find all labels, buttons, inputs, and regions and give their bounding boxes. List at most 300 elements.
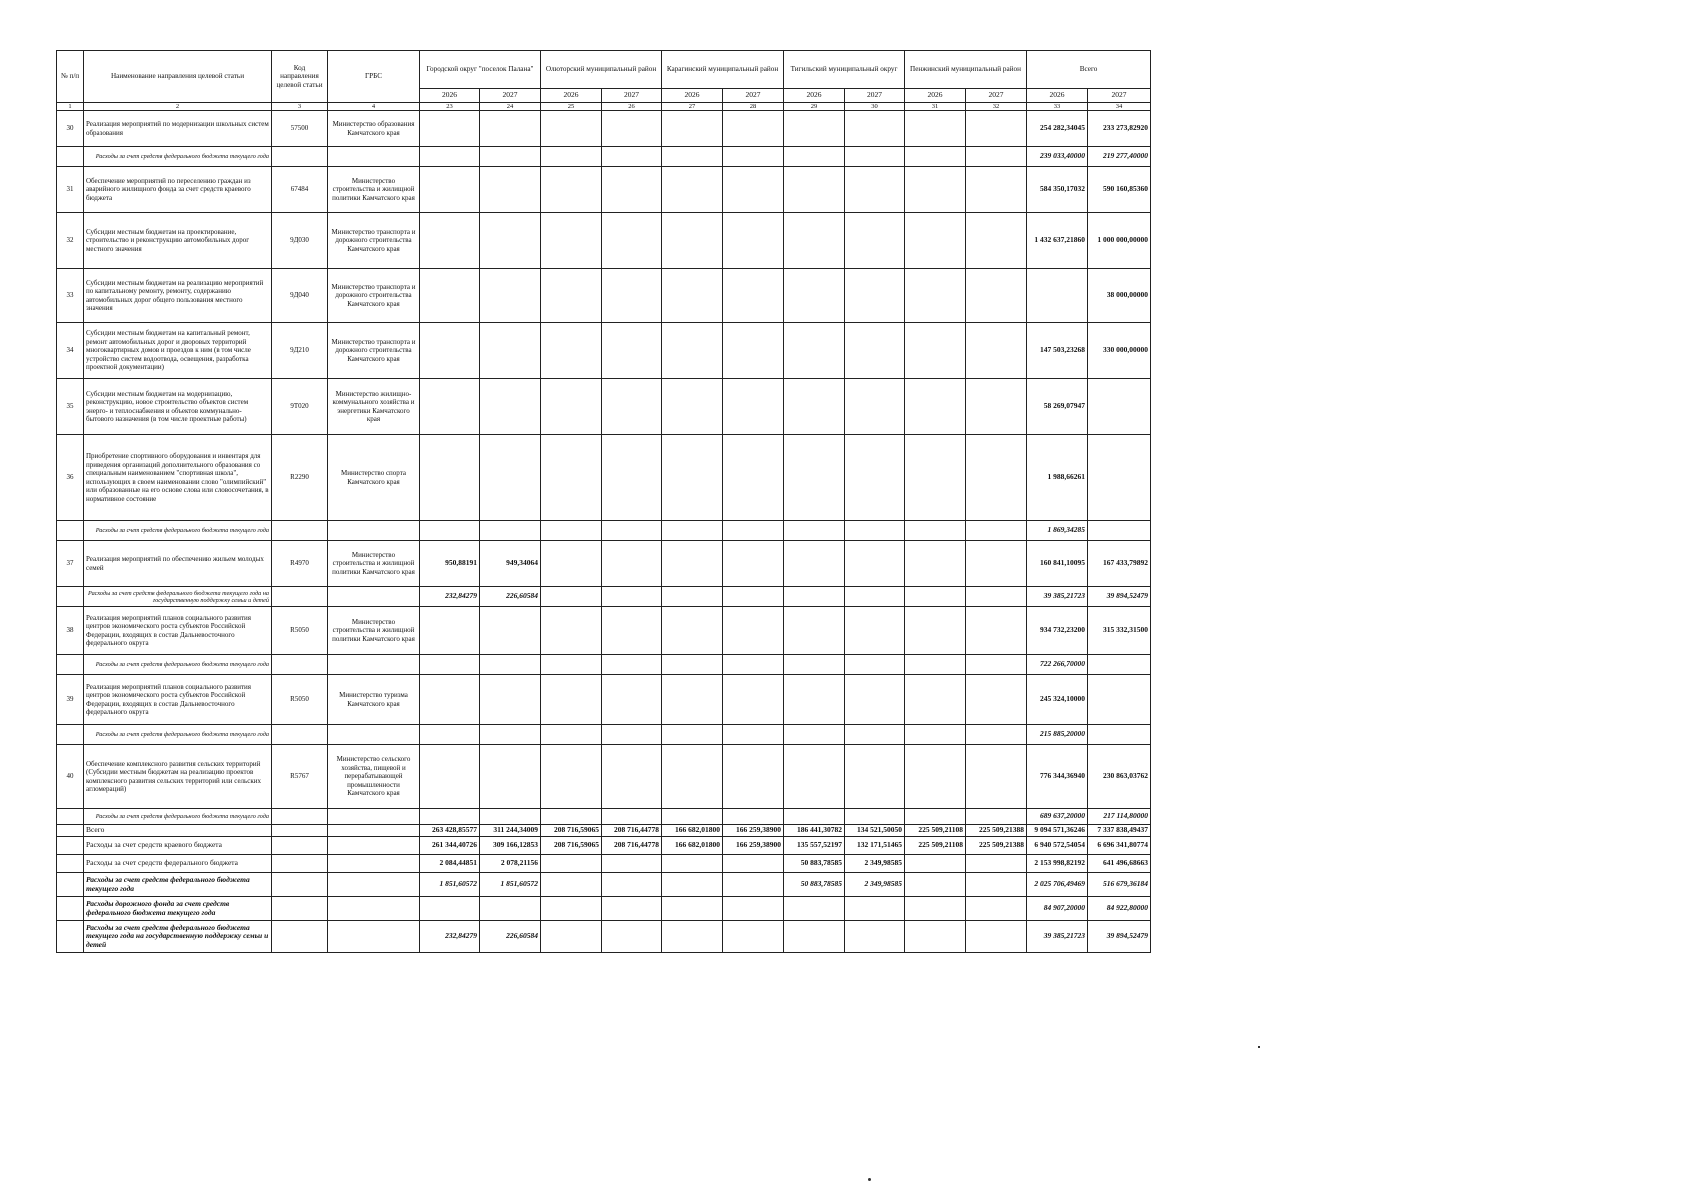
row-number	[57, 855, 84, 873]
row-name: Расходы за счет средств федерального бюджета текущего года на государственную поддержку семьи и детей	[84, 921, 272, 953]
row-name: Субсидии местным бюджетам на реализацию мероприятий по капитальному ремонту, ремонту, содержанию автомобильных дорог общего пользования местного значения	[84, 269, 272, 323]
value-cell	[480, 379, 541, 435]
value-cell: 230 863,03762	[1088, 745, 1151, 809]
value-cell: 584 350,17032	[1027, 167, 1088, 213]
value-cell	[784, 269, 845, 323]
value-cell	[905, 855, 966, 873]
row-number: 39	[57, 675, 84, 725]
value-cell	[662, 379, 723, 435]
value-cell	[420, 655, 480, 675]
row-number: 30	[57, 111, 84, 147]
value-cell	[420, 745, 480, 809]
value-cell	[602, 655, 662, 675]
value-cell	[845, 607, 905, 655]
value-cell: 166 682,01800	[662, 837, 723, 855]
col-code-header: Код направления целевой статьи	[272, 51, 328, 103]
value-cell: 641 496,68663	[1088, 855, 1151, 873]
value-cell: 1 988,66261	[1027, 435, 1088, 521]
row-code: 57500	[272, 111, 328, 147]
year-header: 2026	[905, 89, 966, 103]
value-cell	[602, 745, 662, 809]
value-cell	[602, 323, 662, 379]
value-cell: 38 000,00000	[1088, 269, 1151, 323]
value-cell: 949,34064	[480, 541, 541, 587]
value-cell	[784, 921, 845, 953]
year-header: 2026	[784, 89, 845, 103]
row-grbs: Министерство транспорта и дорожного строительства Камчатского края	[328, 323, 420, 379]
value-cell	[845, 111, 905, 147]
row-grbs	[328, 655, 420, 675]
row-number: 40	[57, 745, 84, 809]
value-cell: 39 894,52479	[1088, 921, 1151, 953]
value-cell	[905, 147, 966, 167]
row-code	[272, 521, 328, 541]
value-cell	[480, 655, 541, 675]
value-cell	[905, 675, 966, 725]
value-cell	[905, 809, 966, 825]
value-cell	[966, 379, 1027, 435]
total-row	[57, 837, 1151, 855]
value-cell	[602, 587, 662, 607]
column-index: 34	[1088, 103, 1151, 111]
row-grbs: Министерство строительства и жилищной политики Камчатского края	[328, 167, 420, 213]
table-row	[57, 675, 1151, 725]
value-cell: 9 094 571,36246	[1027, 825, 1088, 837]
value-cell	[420, 111, 480, 147]
year-header: 2027	[480, 89, 541, 103]
value-cell	[602, 607, 662, 655]
value-cell	[541, 855, 602, 873]
value-cell	[784, 675, 845, 725]
value-cell: 245 324,10000	[1027, 675, 1088, 725]
column-index: 31	[905, 103, 966, 111]
value-cell	[723, 675, 784, 725]
value-cell: 39 385,21723	[1027, 921, 1088, 953]
row-name: Реализация мероприятий по обеспечению жильем молодых семей	[84, 541, 272, 587]
value-cell	[723, 147, 784, 167]
row-code	[272, 837, 328, 855]
value-cell	[1088, 521, 1151, 541]
row-number: 38	[57, 607, 84, 655]
row-name: Расходы за счет средств федерального бюджета текущего года	[84, 655, 272, 675]
value-cell	[480, 269, 541, 323]
row-code: 67484	[272, 167, 328, 213]
value-cell	[905, 213, 966, 269]
value-cell: 225 509,21388	[966, 837, 1027, 855]
row-code	[272, 809, 328, 825]
row-grbs	[328, 921, 420, 953]
value-cell	[966, 213, 1027, 269]
value-cell: 147 503,23268	[1027, 323, 1088, 379]
subtotal-row	[57, 725, 1151, 745]
value-cell	[966, 897, 1027, 921]
row-number	[57, 809, 84, 825]
value-cell	[602, 725, 662, 745]
value-cell	[784, 111, 845, 147]
column-index: 33	[1027, 103, 1088, 111]
value-cell	[966, 435, 1027, 521]
row-code: R5767	[272, 745, 328, 809]
value-cell	[966, 269, 1027, 323]
value-cell: 232,84279	[420, 587, 480, 607]
value-cell	[784, 213, 845, 269]
value-cell	[784, 521, 845, 541]
value-cell: 226,60584	[480, 921, 541, 953]
row-code	[272, 147, 328, 167]
value-cell	[541, 167, 602, 213]
value-cell: 208 716,59065	[541, 837, 602, 855]
table-row	[57, 541, 1151, 587]
value-cell	[845, 587, 905, 607]
value-cell	[784, 587, 845, 607]
value-cell	[541, 607, 602, 655]
row-grbs	[328, 587, 420, 607]
row-number: 31	[57, 167, 84, 213]
value-cell	[662, 921, 723, 953]
value-cell	[662, 607, 723, 655]
year-header: 2027	[1088, 89, 1151, 103]
value-cell	[541, 725, 602, 745]
value-cell	[602, 213, 662, 269]
row-code: 9Д030	[272, 213, 328, 269]
value-cell: 1 851,60572	[480, 873, 541, 897]
value-cell	[784, 435, 845, 521]
value-cell: 330 000,00000	[1088, 323, 1151, 379]
value-cell: 233 273,82920	[1088, 111, 1151, 147]
value-cell: 226,60584	[480, 587, 541, 607]
row-code	[272, 825, 328, 837]
column-index: 25	[541, 103, 602, 111]
value-cell: 225 509,21108	[905, 825, 966, 837]
value-cell	[723, 855, 784, 873]
value-cell	[662, 521, 723, 541]
value-cell	[784, 323, 845, 379]
value-cell	[420, 607, 480, 655]
value-cell	[723, 587, 784, 607]
row-code: 9Д040	[272, 269, 328, 323]
row-number	[57, 873, 84, 897]
value-cell	[662, 435, 723, 521]
value-cell	[420, 147, 480, 167]
value-cell	[905, 655, 966, 675]
value-cell: 166 259,38900	[723, 825, 784, 837]
year-header: 2026	[662, 89, 723, 103]
row-grbs	[328, 521, 420, 541]
value-cell: 776 344,36940	[1027, 745, 1088, 809]
value-cell	[480, 607, 541, 655]
row-number	[57, 587, 84, 607]
value-cell	[602, 541, 662, 587]
value-cell: 208 716,44778	[602, 837, 662, 855]
value-cell	[662, 655, 723, 675]
total-header: Всего	[1027, 51, 1151, 89]
value-cell	[602, 147, 662, 167]
value-cell	[420, 809, 480, 825]
value-cell	[602, 167, 662, 213]
row-grbs: Министерство сельского хозяйства, пищевой и перерабатывающей промышленности Камчатского края	[328, 745, 420, 809]
value-cell	[845, 167, 905, 213]
value-cell	[845, 655, 905, 675]
value-cell	[966, 147, 1027, 167]
value-cell	[784, 655, 845, 675]
value-cell	[602, 675, 662, 725]
value-cell	[662, 111, 723, 147]
value-cell	[905, 873, 966, 897]
value-cell	[480, 147, 541, 167]
value-cell: 6 696 341,80774	[1088, 837, 1151, 855]
value-cell	[602, 873, 662, 897]
row-grbs	[328, 873, 420, 897]
col-num-header: № п/п	[57, 51, 84, 103]
value-cell	[662, 541, 723, 587]
row-grbs: Министерство транспорта и дорожного строительства Камчатского края	[328, 269, 420, 323]
value-cell	[784, 541, 845, 587]
value-cell	[662, 745, 723, 809]
value-cell: 232,84279	[420, 921, 480, 953]
row-grbs	[328, 837, 420, 855]
value-cell	[784, 725, 845, 745]
value-cell	[541, 541, 602, 587]
value-cell	[845, 521, 905, 541]
value-cell: 225 509,21388	[966, 825, 1027, 837]
value-cell	[602, 521, 662, 541]
row-name: Расходы за счет средств краевого бюджета	[84, 837, 272, 855]
value-cell: 2 084,44851	[420, 855, 480, 873]
row-code	[272, 921, 328, 953]
column-index: 4	[328, 103, 420, 111]
table-row	[57, 435, 1151, 521]
value-cell	[541, 921, 602, 953]
row-grbs: Министерство образования Камчатского края	[328, 111, 420, 147]
value-cell: 263 428,85577	[420, 825, 480, 837]
value-cell: 950,88191	[420, 541, 480, 587]
row-code: R2290	[272, 435, 328, 521]
column-index: 23	[420, 103, 480, 111]
value-cell	[541, 587, 602, 607]
value-cell	[1088, 675, 1151, 725]
value-cell	[905, 111, 966, 147]
value-cell	[420, 435, 480, 521]
value-cell	[541, 435, 602, 521]
value-cell	[420, 379, 480, 435]
value-cell	[723, 655, 784, 675]
value-cell	[662, 855, 723, 873]
row-name: Субсидии местным бюджетам на проектирование, строительство и реконструкцию автомобильных дорог местного значения	[84, 213, 272, 269]
value-cell	[480, 809, 541, 825]
row-number: 33	[57, 269, 84, 323]
value-cell	[905, 745, 966, 809]
column-index: 28	[723, 103, 784, 111]
value-cell: 689 637,20000	[1027, 809, 1088, 825]
row-grbs	[328, 809, 420, 825]
row-name: Реализация мероприятий планов социального развития центров экономического роста субъектов Российской Федерации, входящих в состав Дальневосточного федерального округа	[84, 675, 272, 725]
row-grbs: Министерство строительства и жилищной политики Камчатского края	[328, 607, 420, 655]
table-row	[57, 269, 1151, 323]
row-grbs: Министерство транспорта и дорожного строительства Камчатского края	[328, 213, 420, 269]
value-cell	[1088, 379, 1151, 435]
row-code: R5050	[272, 607, 328, 655]
value-cell	[723, 379, 784, 435]
year-header: 2026	[541, 89, 602, 103]
row-grbs	[328, 855, 420, 873]
region-header: Городской округ "поселок Палана"	[420, 51, 541, 89]
value-cell	[966, 855, 1027, 873]
row-number: 35	[57, 379, 84, 435]
value-cell	[541, 379, 602, 435]
value-cell	[662, 897, 723, 921]
value-cell	[662, 167, 723, 213]
value-cell	[784, 897, 845, 921]
value-cell	[420, 269, 480, 323]
row-code: R4970	[272, 541, 328, 587]
row-code	[272, 655, 328, 675]
value-cell	[905, 587, 966, 607]
value-cell	[845, 379, 905, 435]
row-number	[57, 725, 84, 745]
row-name: Расходы дорожного фонда за счет средств федерального бюджета текущего года	[84, 897, 272, 921]
value-cell	[602, 897, 662, 921]
value-cell: 217 114,80000	[1088, 809, 1151, 825]
value-cell	[1088, 655, 1151, 675]
value-cell	[420, 167, 480, 213]
value-cell: 225 509,21108	[905, 837, 966, 855]
value-cell: 2 078,21156	[480, 855, 541, 873]
row-name: Расходы за счет средств федерального бюджета	[84, 855, 272, 873]
column-index: 32	[966, 103, 1027, 111]
value-cell: 239 033,40000	[1027, 147, 1088, 167]
value-cell	[905, 269, 966, 323]
value-cell: 2 349,98585	[845, 855, 905, 873]
row-name: Расходы за счет средств федерального бюджета текущего года на государственную поддержку семьи и детей	[84, 587, 272, 607]
total-row	[57, 897, 1151, 921]
value-cell: 1 000 000,00000	[1088, 213, 1151, 269]
row-number: 36	[57, 435, 84, 521]
value-cell	[541, 521, 602, 541]
value-cell	[723, 745, 784, 809]
value-cell	[966, 675, 1027, 725]
value-cell	[480, 111, 541, 147]
value-cell: 166 259,38900	[723, 837, 784, 855]
value-cell: 309 166,12853	[480, 837, 541, 855]
year-header: 2026	[420, 89, 480, 103]
table-header	[57, 51, 1151, 111]
row-grbs	[328, 725, 420, 745]
value-cell	[905, 897, 966, 921]
value-cell: 219 277,40000	[1088, 147, 1151, 167]
row-number	[57, 521, 84, 541]
value-cell: 84 922,80000	[1088, 897, 1151, 921]
value-cell	[723, 213, 784, 269]
table-row	[57, 111, 1151, 147]
value-cell	[784, 607, 845, 655]
row-grbs: Министерство строительства и жилищной политики Камчатского края	[328, 541, 420, 587]
year-header: 2026	[1027, 89, 1088, 103]
value-cell	[905, 435, 966, 521]
value-cell	[723, 111, 784, 147]
column-index: 24	[480, 103, 541, 111]
value-cell	[662, 147, 723, 167]
value-cell	[541, 147, 602, 167]
value-cell: 516 679,36184	[1088, 873, 1151, 897]
value-cell: 315 332,31500	[1088, 607, 1151, 655]
value-cell: 2 153 998,82192	[1027, 855, 1088, 873]
value-cell	[662, 323, 723, 379]
value-cell: 1 851,60572	[420, 873, 480, 897]
value-cell	[723, 269, 784, 323]
row-name: Расходы за счет средств федерального бюджета текущего года	[84, 521, 272, 541]
value-cell	[845, 725, 905, 745]
row-number	[57, 655, 84, 675]
value-cell	[966, 607, 1027, 655]
column-index: 30	[845, 103, 905, 111]
value-cell	[723, 921, 784, 953]
value-cell	[845, 213, 905, 269]
value-cell	[966, 921, 1027, 953]
row-grbs: Министерство туризма Камчатского края	[328, 675, 420, 725]
value-cell	[1088, 725, 1151, 745]
subtotal-row	[57, 521, 1151, 541]
value-cell	[1088, 435, 1151, 521]
value-cell	[541, 809, 602, 825]
value-cell	[541, 213, 602, 269]
region-header: Карагинский муниципальный район	[662, 51, 784, 89]
row-code	[272, 855, 328, 873]
value-cell	[905, 379, 966, 435]
value-cell	[662, 809, 723, 825]
table-row	[57, 607, 1151, 655]
row-code: R5050	[272, 675, 328, 725]
value-cell	[541, 655, 602, 675]
value-cell	[845, 921, 905, 953]
value-cell	[905, 725, 966, 745]
value-cell	[845, 897, 905, 921]
value-cell	[966, 745, 1027, 809]
value-cell	[845, 269, 905, 323]
value-cell	[541, 323, 602, 379]
row-number	[57, 825, 84, 837]
value-cell	[420, 897, 480, 921]
table-body	[57, 111, 1151, 953]
value-cell	[1027, 269, 1088, 323]
value-cell	[905, 607, 966, 655]
region-header: Олюторский муниципальный район	[541, 51, 662, 89]
value-cell	[602, 379, 662, 435]
column-index-row	[57, 103, 1151, 111]
year-header: 2027	[723, 89, 784, 103]
row-code: 9Т020	[272, 379, 328, 435]
value-cell: 186 441,30782	[784, 825, 845, 837]
budget-table	[56, 50, 1151, 953]
year-header: 2027	[966, 89, 1027, 103]
row-grbs	[328, 147, 420, 167]
value-cell	[541, 675, 602, 725]
table-row	[57, 323, 1151, 379]
subtotal-row	[57, 655, 1151, 675]
total-row	[57, 855, 1151, 873]
column-index: 3	[272, 103, 328, 111]
row-name: Обеспечение комплексного развития сельских территорий (Субсидии местным бюджетам на реализацию проектов комплексного развития сельских территорий или сельских агломераций)	[84, 745, 272, 809]
value-cell	[662, 675, 723, 725]
table-row	[57, 213, 1151, 269]
col-name-header: Наименование направления целевой статьи	[84, 51, 272, 103]
value-cell: 50 883,78585	[784, 855, 845, 873]
value-cell	[723, 521, 784, 541]
row-name: Расходы за счет средств федерального бюджета текущего года	[84, 147, 272, 167]
value-cell	[905, 167, 966, 213]
row-name: Расходы за счет средств федерального бюджета текущего года	[84, 725, 272, 745]
value-cell	[480, 213, 541, 269]
page-mark	[868, 1178, 871, 1181]
